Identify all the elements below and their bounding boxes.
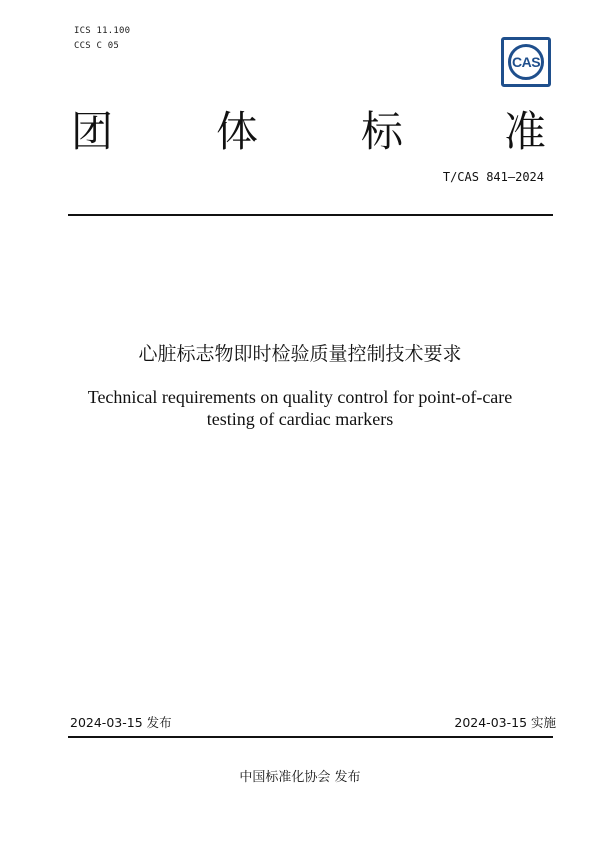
publisher: 中国标准化协会 发布 [239, 770, 361, 785]
heading-char-1: 团 [70, 107, 113, 156]
heading-char-3: 标 [360, 107, 403, 156]
issue-date: 2024-03-15 发布 [70, 715, 172, 730]
title-chinese: 心脏标志物即时检验质量控制技术要求 [138, 343, 462, 365]
heading-char-4: 准 [503, 107, 546, 156]
title-english-line-2: testing of cardiac markers [206, 409, 394, 429]
implementation-date: 2024-03-15 实施 [454, 715, 556, 730]
bottom-divider [68, 736, 553, 738]
heading-char-2: 体 [215, 107, 258, 156]
ics-code: ICS 11.100 [74, 26, 131, 36]
standard-number: T/CAS 841—2024 [442, 170, 544, 184]
ccs-code: CCS C 05 [74, 41, 119, 51]
cas-logo [501, 37, 551, 87]
top-divider [68, 214, 553, 216]
logo-text: CAS [511, 54, 541, 70]
title-english-line-1: Technical requirements on quality control for point-of-care [87, 387, 513, 407]
